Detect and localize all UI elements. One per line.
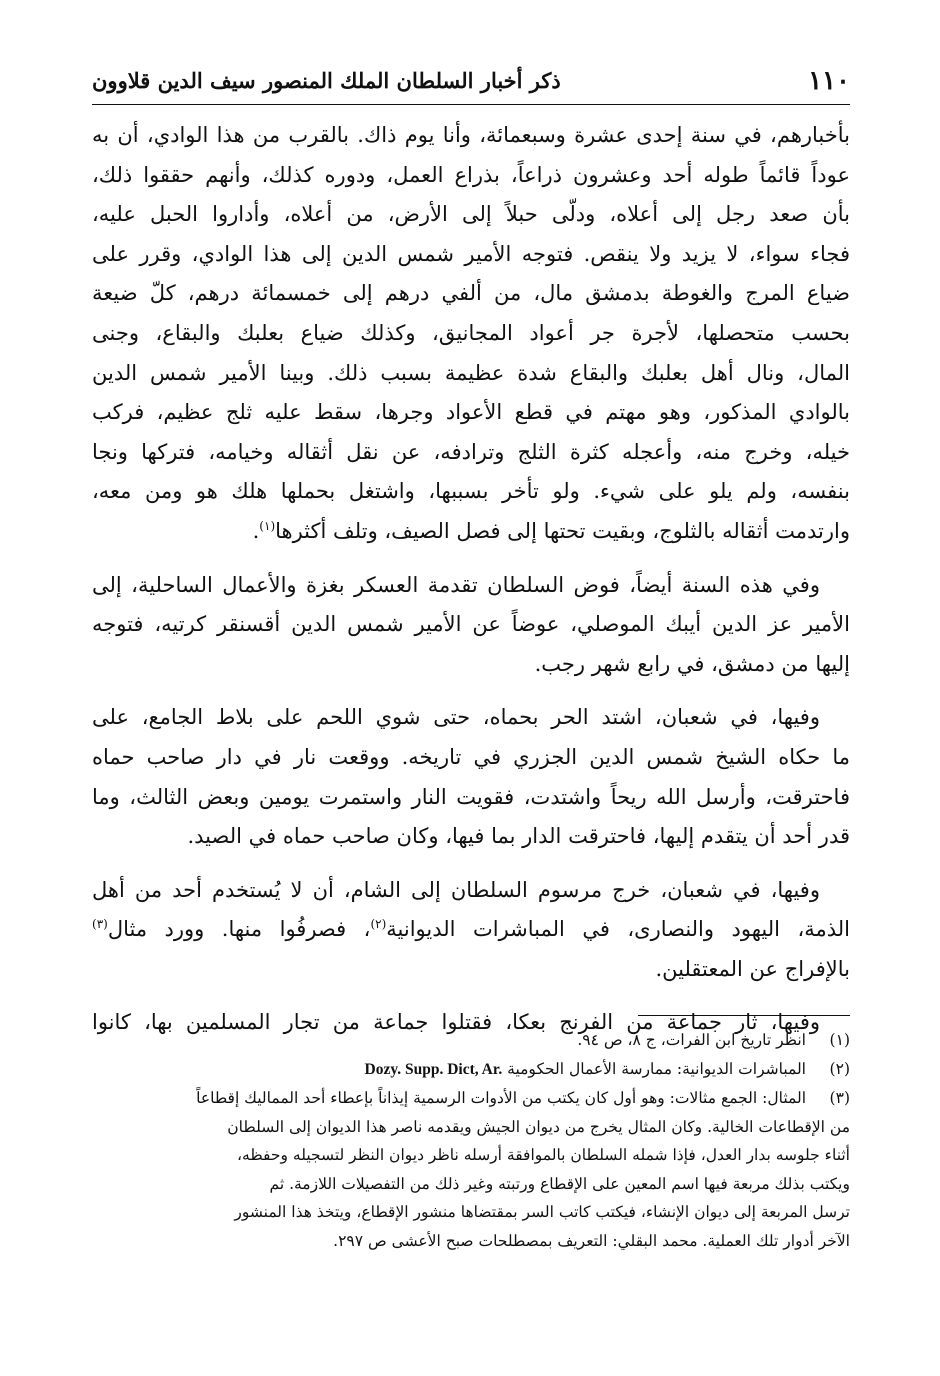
footnote-line: أثناء جلوسه بدار العدل، فإذا شمله السلطان بالموافقة أرسله ناظر ديوان النظر لتسجيله وحفظه، [237,1146,850,1164]
paragraph-4 [92,871,850,990]
paragraph-2 [92,566,850,685]
footnote-1 [92,1026,850,1055]
footnote-text [92,1084,806,1113]
footnote-2 [92,1055,850,1085]
main-text [92,116,850,1057]
footnote-arabic: المباشرات الديوانية: ممارسة الأعمال الحكومية [507,1059,806,1078]
text-line: المال، ونال أهل بعلبك والبقاع شدة عظيمة بسبب ذلك. وبينا الأمير شمس الدين [92,360,850,385]
footnote-text: انظر تاريخ ابن الفرات، ج ٨، ص ٩٤. [577,1031,806,1049]
text-line: الأمير عز الدين أيبك الموصلي، عوضاً عن الأمير شمس الدين أقسنقر كرتيه، فتوجه [92,612,850,637]
text-line: فاحترقت، وأرسل الله ريحاً واشتدت، فقويت النار واستمرت يومين وبعض الثالث، وما [92,784,850,809]
text-fragment: الذمة، اليهود والنصارى، في المباشرات الديوانية [386,917,850,942]
running-title: ذكر أخبار السلطان الملك المنصور سيف الدين قلاوون [92,68,561,93]
text-line: بنفسه، ولم يلو على شيء. ولو تأخر بسببها، واشتغل بحملها هلك هو ومن معه، [92,479,850,504]
text-line: فجاء سواء، لا يزيد ولا ينقص. فتوجه الأمير شمس الدين إلى هذا الوادي، وقرر على [92,241,850,266]
text-line: إليها من دمشق، في رابع شهر رجب. [534,651,850,676]
text-line: عوداً قائماً طوله أحد وعشرون ذراعاً، بذراع العمل، ودوره كذلك، وأنهم حققوا ذلك، [92,162,850,187]
footnote-number: (٢) [829,1059,850,1078]
footnote-line: المثال: الجمع مثالات: وهو أول كان يكتب من الأدوات الرسمية إيذاناً بإعطاء أحد المماليك إقطاعاً [196,1089,806,1107]
text-line: قدر أحد أن يتقدم إليها، فاحترقت الدار بما فيها، وكان صاحب حماه في الصيد. [187,824,850,849]
text-line: بأن صعد رجل إلى أعلاه، ودلّى حبلاً إلى الأرض، من أعلاه، وأداروا الحبل عليه، [92,202,850,227]
text-line: خيله، وخرج منه، وأعجله كثرة الثلج وترادفه، عن نقل أثقاله وخيامه، فتركها ونجا [92,439,850,464]
text-line [92,512,850,552]
text-line: وفيها، في شعبان، اشتد الحر بحماه، حتى شوي اللحم على بلاط الجامع، على [92,705,820,730]
footnote-separator [638,1015,850,1016]
footnote-line: ترسل المربعة إلى ديوان الإنشاء، فيكتب كاتب السر بمقتضاها منشور الإقطاع، ويتخذ هذا المنشور [234,1203,850,1221]
footnote-ref-1: (١) [259,518,276,533]
text-fragment: وارتدمت أثقاله بالثلوج، وبقيت تحتها إلى فصل الصيف، وتلف أكثرها [275,518,850,543]
footnote-line: من الإقطاعات الخالية. وكان المثال يخرج من ديوان الجيش ويقدمه ناصر هذا الديوان إلى السلطان [227,1117,850,1136]
footnote-number: (٣) [829,1089,850,1107]
footnote-3 [92,1084,850,1113]
text-line: بأخبارهم، في سنة إحدى عشرة وسبعمائة، وأنا يوم ذاك. بالقرب من هذا الوادي، أن به [92,123,850,147]
text-line: بالوادي المذكور، وهو مهتم في قطع الأعواد وجرها، سقط عليه ثلج عظيم، فركب [92,400,850,425]
text-line: ما حكاه الشيخ شمس الدين الجزري في تاريخه. ووقعت نار في دار صاحب حماه [92,744,850,769]
text-line: وفيها، في شعبان، خرج مرسوم السلطان إلى الشام، أن لا يُستخدم أحد من أهل [92,877,820,902]
text-line: وفي هذه السنة أيضاً، فوض السلطان تقدمة العسكر بغزة والأعمال الساحلية، إلى [92,572,820,597]
text-line [92,910,850,950]
paragraph-3 [92,698,850,856]
footnote-line: الآخر أدوار تلك العملية. محمد البقلي: التعريف بمصطلحات صبح الأعشى ص ٢٩٧. [333,1231,850,1250]
footnotes [92,1026,850,1255]
text-fragment: ، فصرفُوا منها. وورد مثال [107,917,371,942]
paragraph-1 [92,116,850,552]
text-line: وفيها، ثار جماعة من الفرنج بعكا، فقتلوا جماعة من تجار المسلمين بها، كانوا [92,1010,820,1035]
footnote-ref-2: (٢) [370,917,387,932]
page-number: ١١٠ [808,66,850,96]
footnote-number: (١) [829,1031,850,1049]
footnote-ref-3: (٣) [92,917,108,932]
text-line: ضياع المرج والغوطة بدمشق مال، من ألفي درهم إلى خمسمائة درهم، كلّ ضيعة [92,281,850,306]
page-header [92,64,850,105]
footnote-line: ويكتب بذلك مربعة فيها اسم المعين على الإقطاع ورتبته وغير ذلك من التفصيلات اللازمة. ثم [269,1174,850,1193]
text-line: بالإفراج عن المعتقلين. [655,956,850,981]
text-fragment: . [252,518,260,543]
footnote-text [92,1055,806,1085]
text-line: بحسب متحصلها، لأجرة جر أعواد المجانيق، وكذلك ضياع بعلبك والبقاع، وجنى [92,320,850,345]
footnote-latin-citation: Dozy. Supp. Dict, Ar. [364,1060,503,1078]
